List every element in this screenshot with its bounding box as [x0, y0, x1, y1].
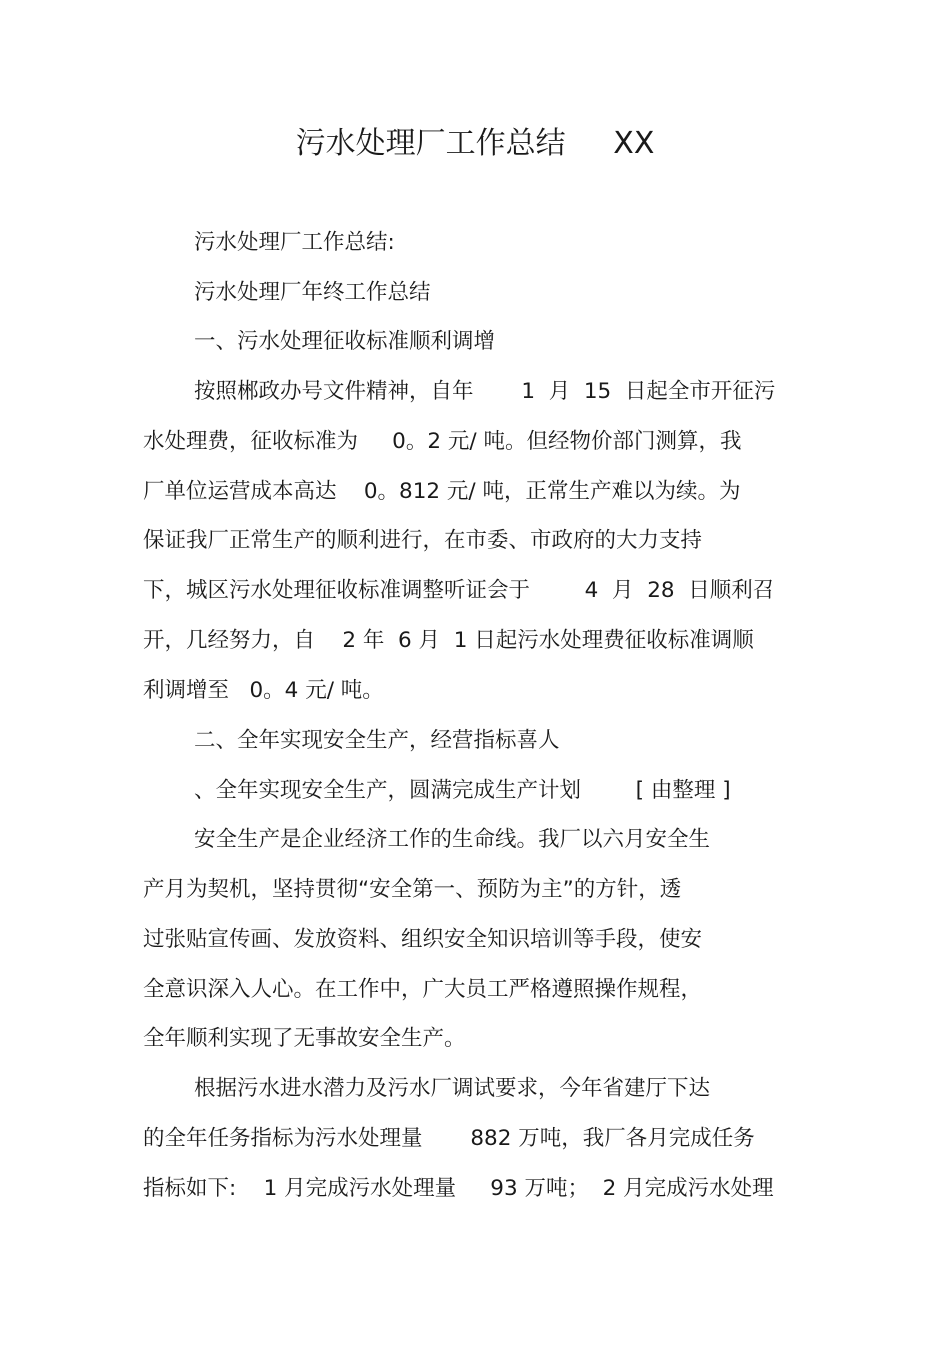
paragraph-line: 指标如下: 1 月完成污水处理量 93 万吨； 2 月完成污水处理 — [143, 1176, 774, 1201]
subsection-heading: 、全年实现安全生产，圆满完成生产计划 [ 由整理 ] — [194, 778, 731, 803]
paragraph-line: 保证我厂正常生产的顺利进行，在市委、市政府的大力支持 — [143, 528, 703, 553]
paragraph-line: 全年顺利实现了无事故安全生产。 — [143, 1026, 466, 1051]
paragraph-line: 污水处理厂工作总结: — [194, 230, 395, 255]
paragraph-line: 厂单位运营成本高达 0。812 元/ 吨，正常生产难以为续。为 — [143, 479, 741, 504]
paragraph-line: 污水处理厂年终工作总结 — [194, 280, 431, 305]
paragraph-line: 利调增至 0。4 元/ 吨。 — [143, 678, 384, 703]
paragraph-line: 按照郴政办号文件精神，自年 1 月 15 日起全市开征污 — [194, 379, 776, 404]
paragraph-line: 安全生产是企业经济工作的生命线。我厂以六月安全生 — [194, 827, 711, 852]
paragraph-line: 的全年任务指标为污水处理量 882 万吨，我厂各月完成任务 — [143, 1126, 755, 1151]
section-heading: 一、污水处理征收标准顺利调增 — [194, 329, 496, 354]
paragraph-line: 根据污水进水潜力及污水厂调试要求，今年省建厅下达 — [194, 1076, 711, 1101]
paragraph-line: 产月为契机，坚持贯彻“安全第一、预防为主”的方针，透 — [143, 877, 682, 902]
paragraph-line: 全意识深入人心。在工作中，广大员工严格遵照操作规程， — [143, 977, 703, 1002]
paragraph-line: 水处理费，征收标准为 0。2 元/ 吨。但经物价部门测算，我 — [143, 429, 742, 454]
paragraph-line: 过张贴宣传画、发放资料、组织安全知识培训等手段，使安 — [143, 927, 703, 952]
paragraph-line: 下，城区污水处理征收标准调整听证会于 4 月 28 日顺利召 — [143, 578, 775, 603]
document-title: 污水处理厂工作总结 XX — [295, 126, 655, 161]
section-heading: 二、全年实现安全生产，经营指标喜人 — [194, 728, 560, 753]
paragraph-line: 开，几经努力，自 2 年 6 月 1 日起污水处理费征收标准调顺 — [143, 628, 754, 653]
